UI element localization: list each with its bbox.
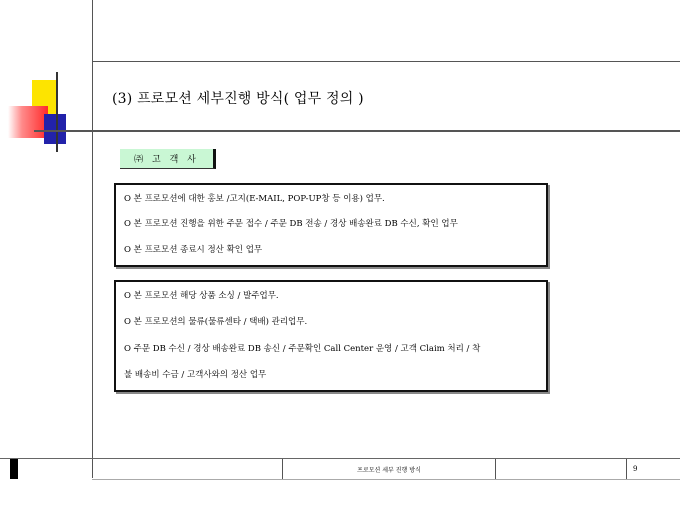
page-title: (3) 프로모션 세부진행 방식( 업무 정의 ) <box>112 91 364 107</box>
page-number: 9 <box>626 459 666 479</box>
header-line <box>92 61 680 62</box>
section-tag: ㈜ 고 객 사 <box>120 149 216 169</box>
decor-blue-block <box>44 114 66 144</box>
client-duties-box-1 <box>114 183 548 267</box>
duty-line: O 본 프로모션 해당 상품 소싱 / 발주업무. <box>124 291 279 301</box>
left-margin-line <box>92 0 93 478</box>
duty-line: O 주문 DB 수신 / 경상 배송완료 DB 송신 / 주문확인 Call Center 운영 / 고객 Claim 처리 / 착 <box>124 344 481 354</box>
duty-line: 불 배송비 수금 / 고객사와의 정산 업무 <box>124 370 267 380</box>
footer-bottom-line <box>92 479 680 480</box>
duty-line: O 본 프로모션 진행을 위한 주문 접수 / 주문 DB 전송 / 경상 배송완료 DB 수신, 확인 업무 <box>124 219 458 229</box>
footer-marker <box>10 459 18 479</box>
decor-vertical-bar <box>56 72 58 152</box>
title-underline <box>34 130 680 132</box>
footer-title: 프로모션 세부 진행 방식 <box>282 459 496 479</box>
decor-red-block <box>8 106 48 138</box>
duty-line: O 본 프로모션에 대한 홍보 /고지(E-MAIL, POP-UP창 등 이용) 업무. <box>124 194 385 204</box>
duty-line: O 본 프로모션 종료시 정산 확인 업무 <box>124 245 263 255</box>
duty-line: O 본 프로모션의 물류(물류센타 / 택배) 관리업무. <box>124 317 308 327</box>
client-duties-box-2 <box>114 280 548 392</box>
